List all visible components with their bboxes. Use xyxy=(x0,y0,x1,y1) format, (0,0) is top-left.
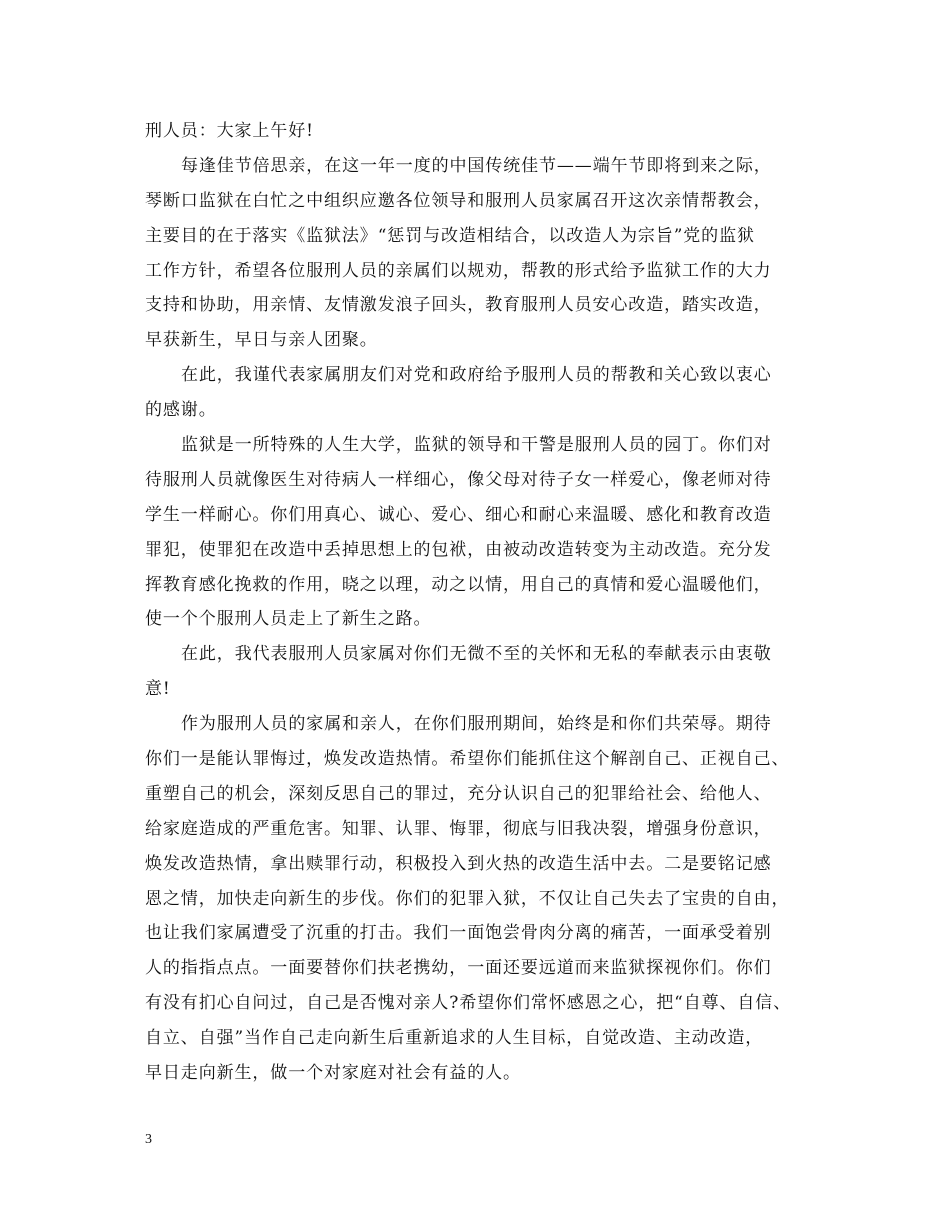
text-line: 自立、自强”当作自己走向新生后重新追求的人生目标，自觉改造、主动改造， xyxy=(145,1028,764,1049)
document-body xyxy=(145,114,815,1091)
text-line: 待服刑人员就像医生对待病人一样细心，像父母对待子女一样爱心，像老师对待 xyxy=(145,469,772,490)
text-line: 重塑自己的机会，深刻反思自己的罪过，充分认识自己的犯罪给社会、给他人、 xyxy=(145,783,772,804)
text-line: 罪犯，使罪犯在改造中丢掉思想上的包袱，由被动改造转变为主动改造。充分发 xyxy=(145,539,772,560)
text-line: 早获新生，早日与亲人团聚。 xyxy=(145,330,378,351)
text-line: 的感谢。 xyxy=(145,400,217,421)
text-line: 工作方针，希望各位服刑人员的亲属们以规劝，帮教的形式给予监狱工作的大力 xyxy=(145,260,772,281)
text-line: 你们一是能认罪悔过，焕发改造热情。希望你们能抓住这个解剖自己、正视自己、 xyxy=(145,749,790,770)
text-line: 主要目的在于落实《监狱法》“惩罚与改造相结合，以改造人为宗旨”党的监狱 xyxy=(145,225,755,246)
text-line: 在此，我谨代表家属朋友们对党和政府给予服刑人员的帮教和关心致以衷心 xyxy=(181,365,772,386)
text-line: 在此，我代表服刑人员家属对你们无微不至的关怀和无私的奉献表示由衷敬 xyxy=(181,644,772,665)
text-line: 焕发改造热情，拿出赎罪行动，积极投入到火热的改造生活中去。二是要铭记感 xyxy=(145,853,772,874)
text-line: 琴断口监狱在白忙之中组织应邀各位领导和服刑人员家属召开这次亲情帮教会， xyxy=(145,190,772,211)
text-line: 学生一样耐心。你们用真心、诚心、爱心、细心和耐心来温暖、感化和教育改造 xyxy=(145,504,772,525)
text-line: 支持和协助，用亲情、友情激发浪子回头，教育服刑人员安心改造，踏实改造， xyxy=(145,295,772,316)
text-line: 挥教育感化挽救的作用，晓之以理，动之以情，用自己的真情和爱心温暖他们， xyxy=(145,574,772,595)
text-line: 有没有扪心自问过，自己是否愧对亲人?希望你们常怀感恩之心，把“自尊、自信、 xyxy=(145,993,792,1014)
page-number: 3 xyxy=(145,1132,152,1147)
text-line: 也让我们家属遭受了沉重的打击。我们一面饱尝骨肉分离的痛苦，一面承受着别 xyxy=(145,923,772,944)
text-line: 人的指指点点。一面要替你们扶老携幼，一面还要远道而来监狱探视你们。你们 xyxy=(145,958,772,979)
text-line: 早日走向新生，做一个对家庭对社会有益的人。 xyxy=(145,1063,521,1084)
text-line: 给家庭造成的严重危害。知罪、认罪、悔罪，彻底与旧我决裂，增强身份意识， xyxy=(145,818,772,839)
text-line: 作为服刑人员的家属和亲人，在你们服刑期间，始终是和你们共荣辱。期待 xyxy=(181,714,772,735)
text-line: 每逢佳节倍思亲，在这一年一度的中国传统佳节——端午节即将到来之际， xyxy=(181,155,772,176)
text-line: 监狱是一所特殊的人生大学，监狱的领导和干警是服刑人员的园丁。你们对 xyxy=(181,435,772,456)
text-line: 使一个个服刑人员走上了新生之路。 xyxy=(145,609,432,630)
text-line: 刑人员：大家上午好! xyxy=(145,121,314,141)
text-line: 恩之情，加快走向新生的步伐。你们的犯罪入狱，不仅让自己失去了宝贵的自由， xyxy=(145,888,790,909)
text-line: 意! xyxy=(145,679,171,700)
